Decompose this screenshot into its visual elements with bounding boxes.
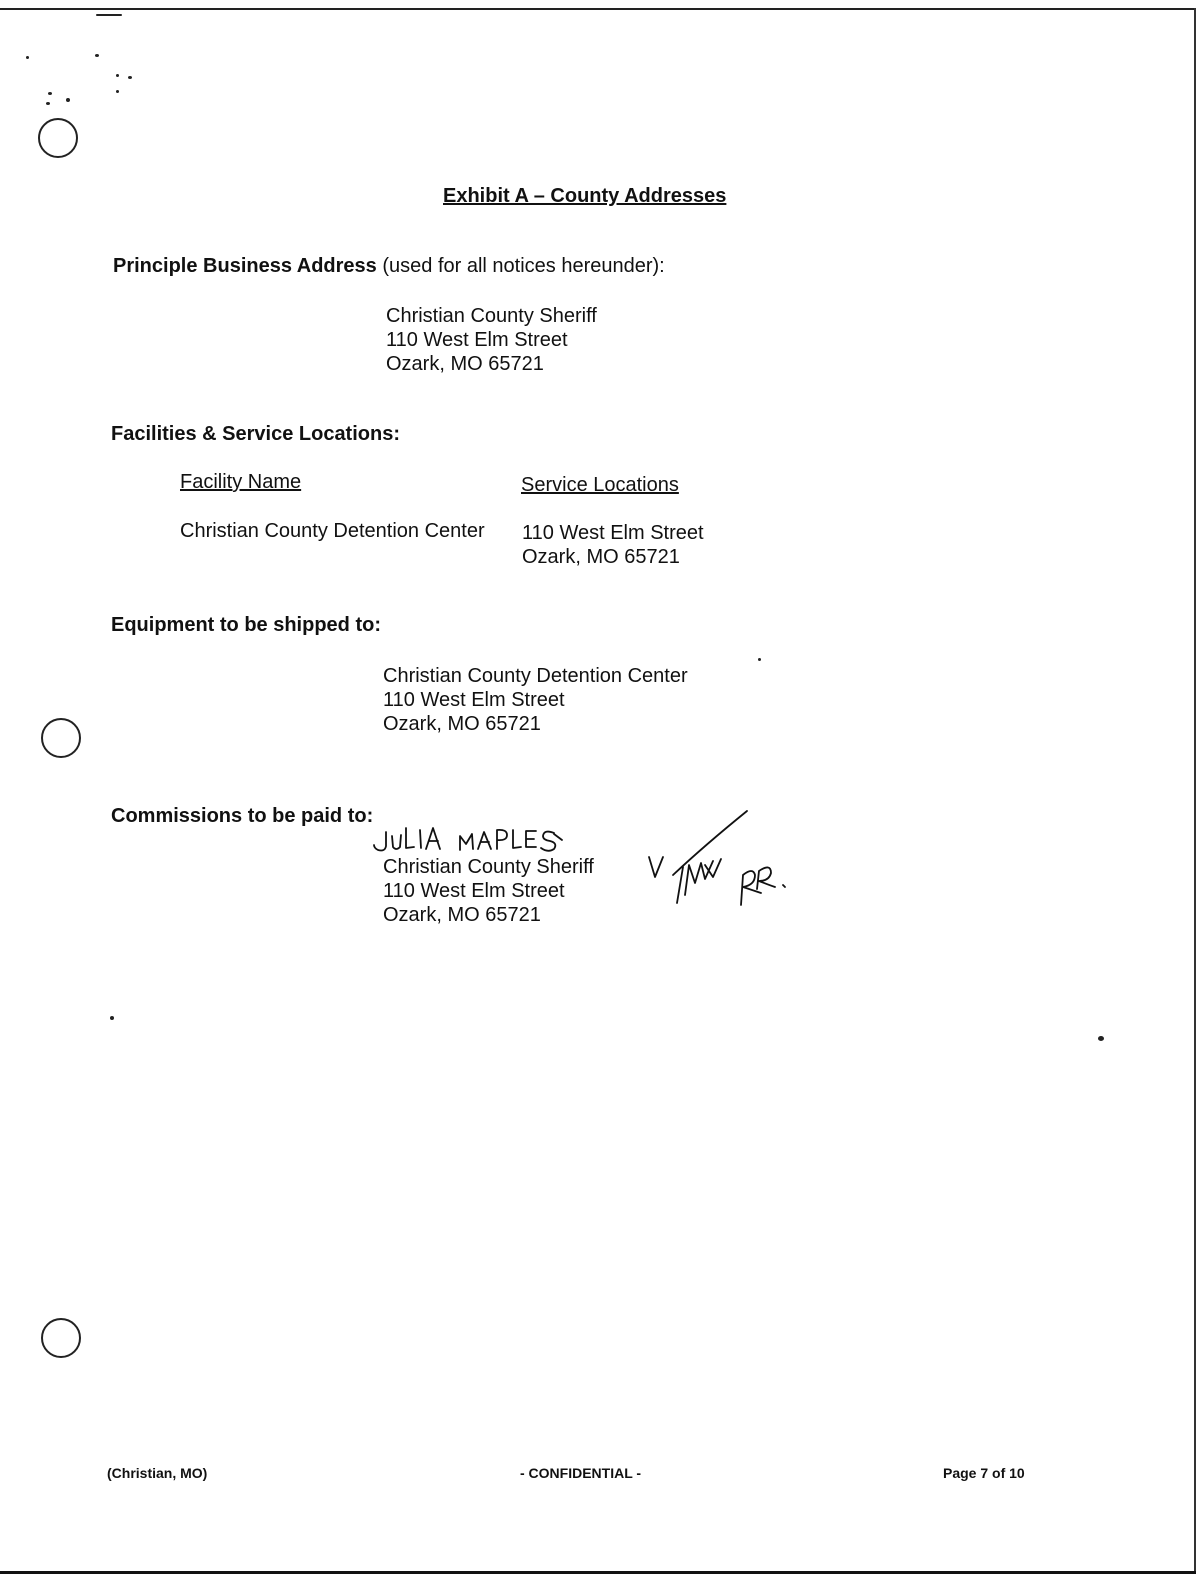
principal-address-line: Ozark, MO 65721 <box>386 353 544 375</box>
equipment-address-line: Ozark, MO 65721 <box>383 713 541 735</box>
commissions-address-line: 110 West Elm Street <box>383 880 565 902</box>
equipment-heading: Equipment to be shipped to: <box>111 614 381 636</box>
facilities-heading: Facilities & Service Locations: <box>111 423 400 445</box>
principal-address-block <box>386 304 597 376</box>
principal-address-heading-bold: Principle Business Address <box>113 255 377 277</box>
commissions-heading: Commissions to be paid to: <box>111 805 374 827</box>
scan-speck <box>110 1016 114 1020</box>
principal-address-heading-note: (used for all notices hereunder): <box>376 255 665 277</box>
service-location-line: 110 West Elm Street <box>522 522 704 544</box>
scan-speck <box>1098 1036 1104 1041</box>
footer-page-number: Page 7 of 10 <box>943 1465 1025 1481</box>
scan-speck <box>116 74 119 77</box>
facility-name-column-header: Facility Name <box>180 471 302 493</box>
service-location-cell <box>522 521 704 569</box>
punch-hole-top <box>38 118 78 158</box>
commissions-address-line: Christian County Sheriff <box>383 856 594 878</box>
facility-name-cell: Christian County Detention Center <box>180 520 485 542</box>
footer-left: (Christian, MO) <box>107 1465 208 1481</box>
scan-speck <box>758 658 761 661</box>
scan-speck <box>116 90 119 93</box>
principal-address-line: Christian County Sheriff <box>386 305 597 327</box>
equipment-address-block <box>383 664 688 736</box>
page-title: Exhibit A – County Addresses <box>443 185 727 207</box>
equipment-address-line: Christian County Detention Center <box>383 665 688 687</box>
handwritten-initials <box>645 805 810 910</box>
commissions-address-line: Ozark, MO 65721 <box>383 904 541 926</box>
scan-speck <box>128 76 132 79</box>
equipment-address-line: 110 West Elm Street <box>383 689 565 711</box>
punch-hole-middle <box>41 718 81 758</box>
scan-border-top <box>0 8 1196 10</box>
scan-speck <box>46 102 50 105</box>
scan-speck <box>48 92 52 95</box>
scan-speck <box>95 54 99 57</box>
scan-border-bottom <box>0 1571 1196 1574</box>
service-location-line: Ozark, MO 65721 <box>522 546 680 568</box>
principal-address-line: 110 West Elm Street <box>386 329 568 351</box>
handwritten-name-signature <box>368 820 583 860</box>
punch-hole-bottom <box>41 1318 81 1358</box>
scan-border-right <box>1194 8 1196 1573</box>
scan-speck <box>26 56 29 59</box>
scan-speck <box>66 98 70 102</box>
scan-speck <box>96 14 122 16</box>
principal-address-heading <box>113 255 665 278</box>
service-locations-column-header: Service Locations <box>521 474 679 496</box>
commissions-address-block <box>383 855 594 927</box>
footer-center: - CONFIDENTIAL - <box>520 1465 642 1481</box>
